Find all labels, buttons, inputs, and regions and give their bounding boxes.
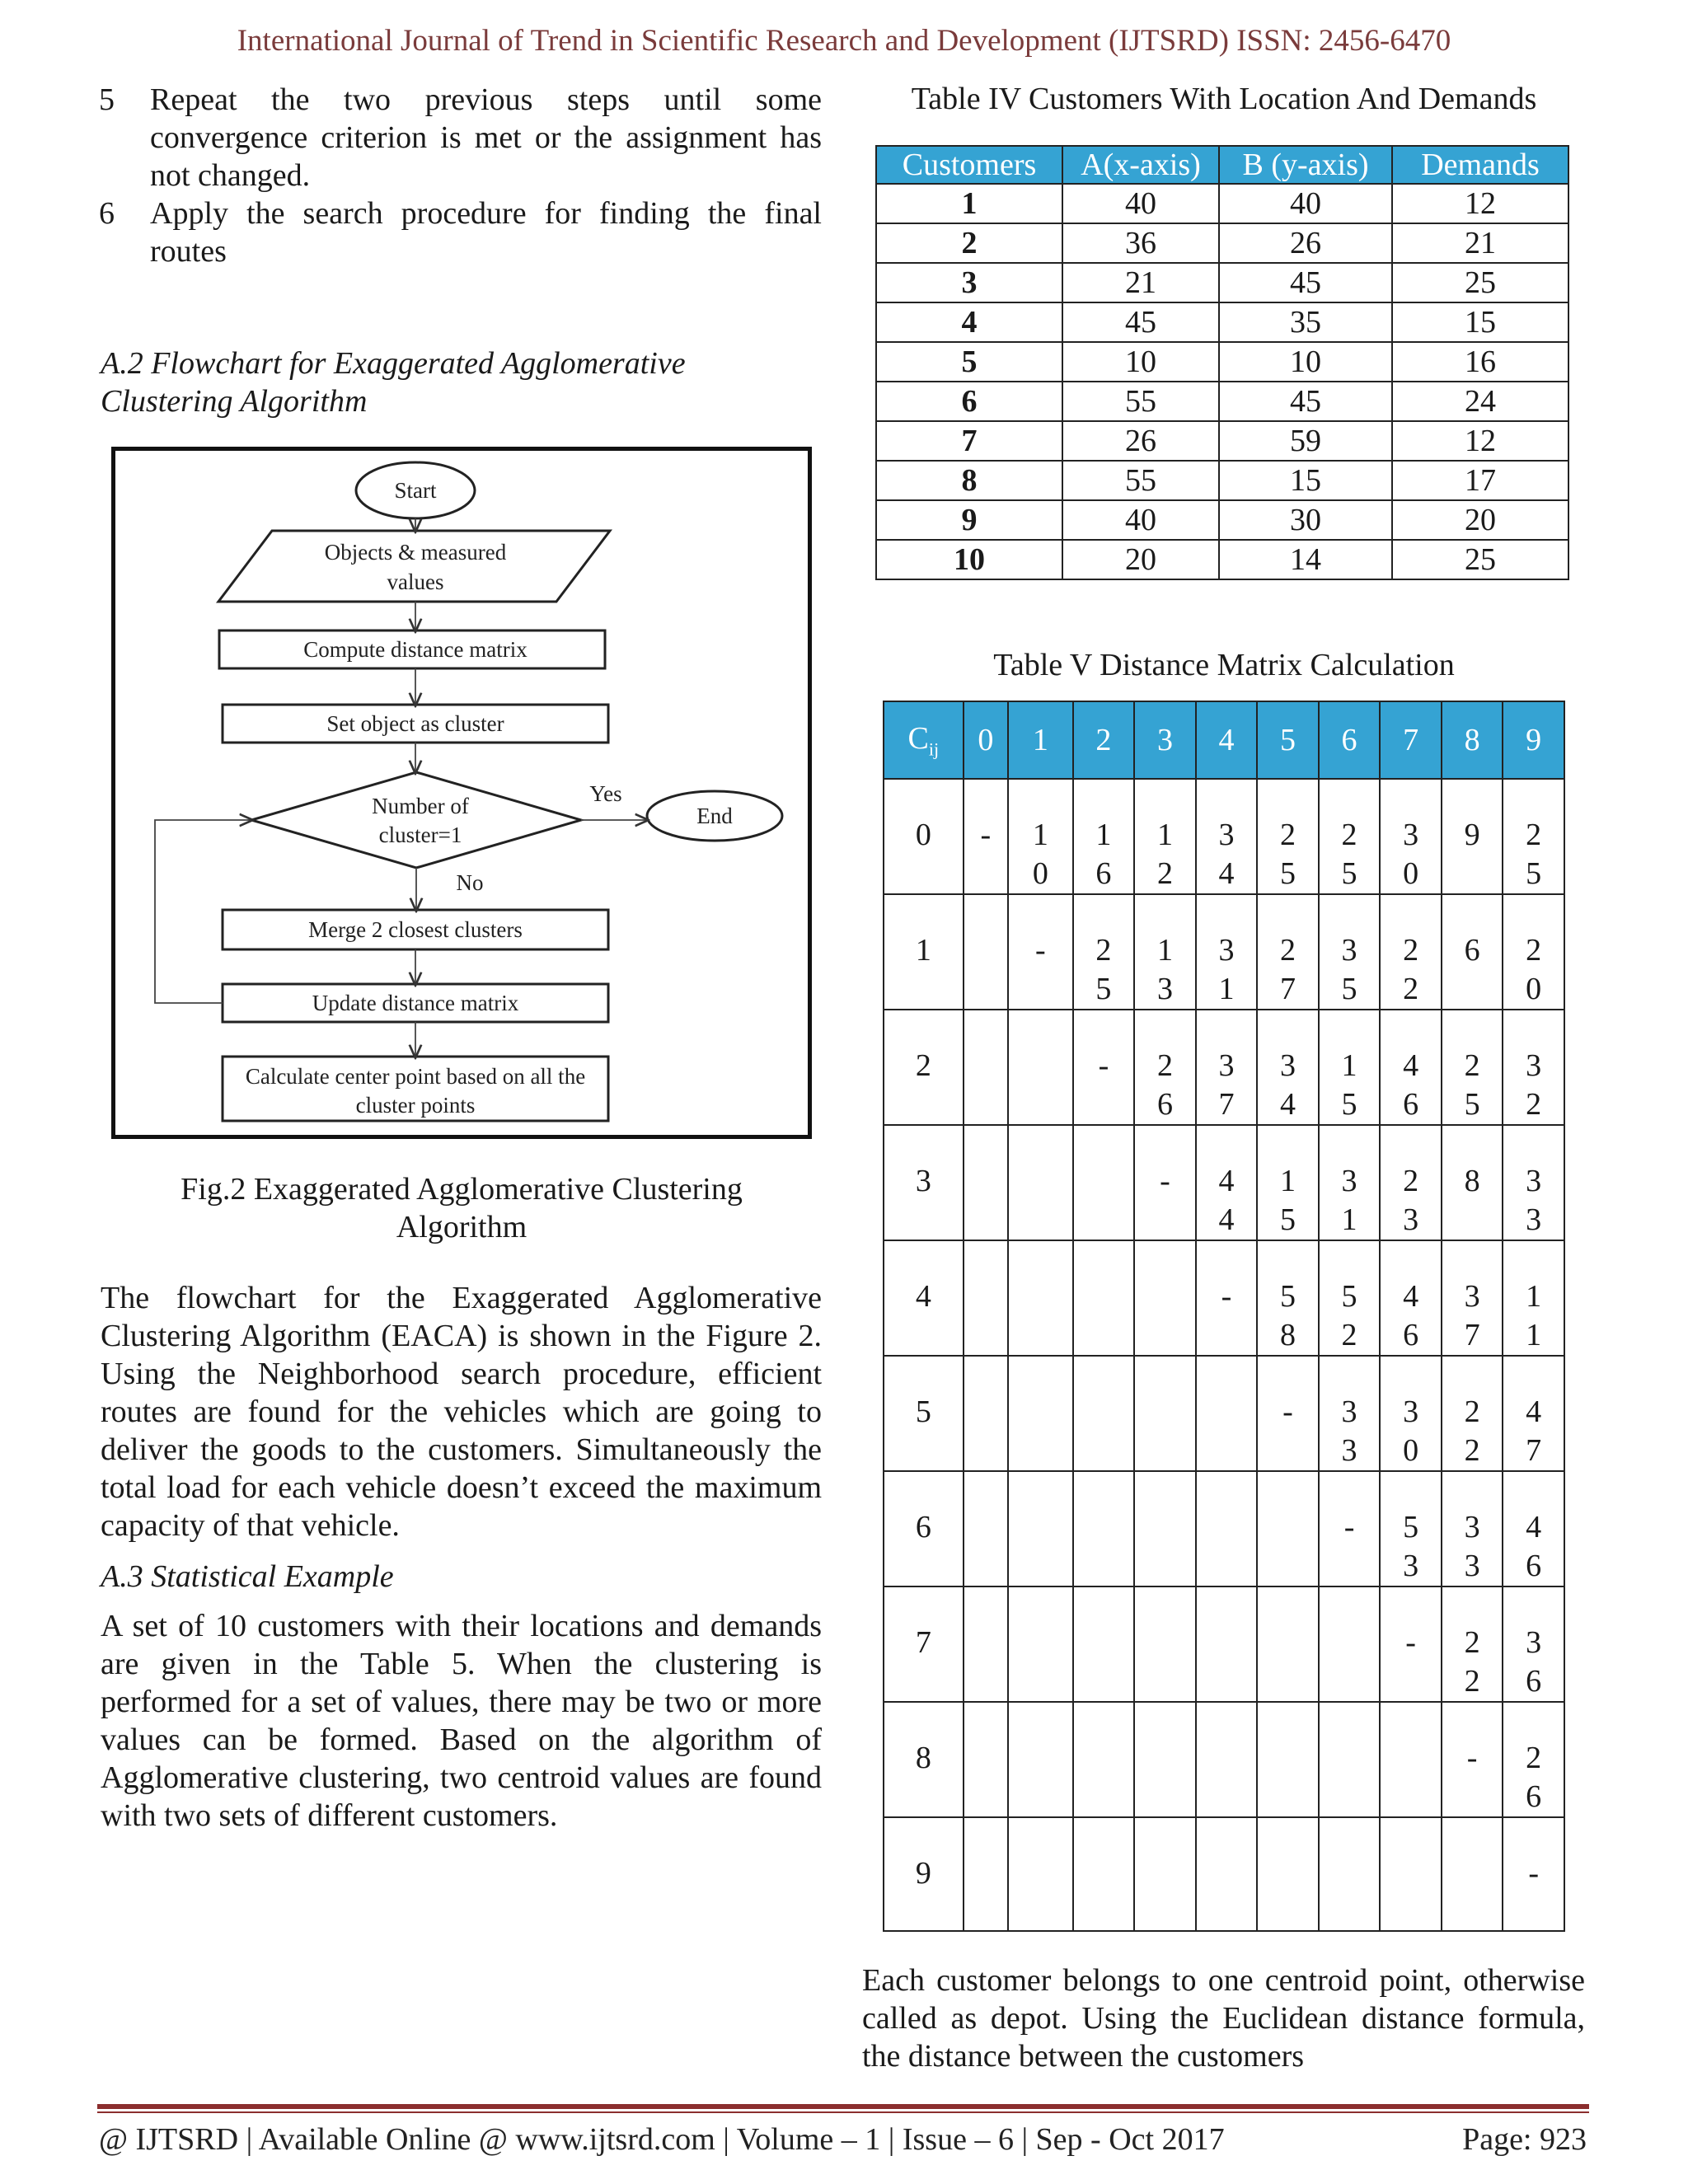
table-row xyxy=(876,540,1568,579)
table-cell: 55 xyxy=(1062,461,1219,500)
customers-table-body xyxy=(876,184,1568,579)
matrix-cell xyxy=(1008,1702,1073,1817)
table-row xyxy=(876,461,1568,500)
matrix-cell xyxy=(1257,1586,1319,1702)
decision-label: cluster=1 xyxy=(378,823,462,847)
matrix-cell: 1 0 xyxy=(1008,779,1073,894)
table5-title: Table V Distance Matrix Calculation xyxy=(993,648,1455,682)
table-cell: 25 xyxy=(1392,540,1568,579)
table-cell: 15 xyxy=(1392,302,1568,342)
matrix-cell xyxy=(964,1817,1008,1931)
customers-table xyxy=(875,145,1569,580)
step-text: Repeat the two previous steps until some convergence criterion is met or the assignment has not changed. xyxy=(150,82,822,193)
matrix-cell: 5 3 xyxy=(1380,1471,1442,1586)
matrix-cell: 2 0 xyxy=(1503,894,1564,1010)
matrix-cell xyxy=(1008,1471,1073,1586)
table-cell: 24 xyxy=(1392,382,1568,421)
table-cell: 10 xyxy=(1219,342,1392,382)
table-cell: 20 xyxy=(1062,540,1219,579)
matrix-cell xyxy=(1073,1125,1135,1240)
matrix-cell: 4 6 xyxy=(1380,1010,1442,1125)
table-cell: 16 xyxy=(1392,342,1568,382)
column-header: 0 xyxy=(964,701,1008,779)
update-label: Update distance matrix xyxy=(312,991,519,1015)
footer-rule xyxy=(97,2111,1589,2113)
table-row xyxy=(876,184,1568,223)
matrix-cell xyxy=(1134,1356,1196,1471)
matrix-cell xyxy=(1134,1586,1196,1702)
matrix-cell xyxy=(1008,1240,1073,1356)
matrix-cell: 1 1 xyxy=(1503,1240,1564,1356)
table-header-row xyxy=(884,701,1564,779)
table-row xyxy=(876,302,1568,342)
matrix-cell xyxy=(1442,1817,1503,1931)
table-cell: 45 xyxy=(1219,382,1392,421)
matrix-cell xyxy=(1073,1356,1135,1471)
row-label-cell: 2 xyxy=(884,1010,964,1125)
matrix-cell: 1 3 xyxy=(1134,894,1196,1010)
footer-rule xyxy=(97,2104,1589,2109)
table-row xyxy=(884,894,1564,1010)
figure-caption: Fig.2 Exaggerated Agglomerative Clustering Algorithm xyxy=(181,1172,743,1244)
row-label-cell: 4 xyxy=(884,1240,964,1356)
matrix-cell xyxy=(1073,1817,1135,1931)
matrix-cell xyxy=(1134,1817,1196,1931)
matrix-cell: 3 3 xyxy=(1319,1356,1381,1471)
matrix-cell: 2 5 xyxy=(1503,779,1564,894)
matrix-cell: - xyxy=(964,779,1008,894)
matrix-cell: 4 7 xyxy=(1503,1356,1564,1471)
matrix-cell: 4 6 xyxy=(1380,1240,1442,1356)
matrix-cell: 9 xyxy=(1442,779,1503,894)
row-label-cell: 9 xyxy=(884,1817,964,1931)
column-header: 3 xyxy=(1134,701,1196,779)
table-row xyxy=(884,1010,1564,1125)
customer-id-cell: 5 xyxy=(876,342,1062,382)
body-paragraph: The flowchart for the Exaggerated Agglomerative Clustering Algorithm (EACA) is shown in the Figure 2. Using the Neighborhood search procedure, efficient routes are found for the vehicles which are going to deliver the goods to the customers. Simultaneously the total load for each vehicle doesn’t exceed the maximum capacity of that vehicle. xyxy=(101,1281,822,1543)
table-cell: 59 xyxy=(1219,421,1392,461)
customer-id-cell: 8 xyxy=(876,461,1062,500)
matrix-cell: - xyxy=(1134,1125,1196,1240)
table-cell: 30 xyxy=(1219,500,1392,540)
table-cell: 20 xyxy=(1392,500,1568,540)
table-cell: 40 xyxy=(1219,184,1392,223)
table-row xyxy=(884,1586,1564,1702)
matrix-cell xyxy=(964,894,1008,1010)
table-cell: 12 xyxy=(1392,421,1568,461)
matrix-cell: - xyxy=(1008,894,1073,1010)
matrix-cell: 3 0 xyxy=(1380,779,1442,894)
column-header: 5 xyxy=(1257,701,1319,779)
table-row xyxy=(876,263,1568,302)
matrix-cell xyxy=(1257,1702,1319,1817)
matrix-cell: 3 4 xyxy=(1196,779,1258,894)
column-header: Customers xyxy=(876,146,1062,184)
table-row xyxy=(884,1240,1564,1356)
matrix-cell xyxy=(1380,1817,1442,1931)
matrix-cell: 2 6 xyxy=(1134,1010,1196,1125)
row-label-cell: 1 xyxy=(884,894,964,1010)
customer-id-cell: 3 xyxy=(876,263,1062,302)
body-paragraph: Each customer belongs to one centroid point, otherwise called as depot. Using the Euclidean distance formula, the distance between the customers xyxy=(862,1963,1585,2074)
corner-header: $C_{ij}$ xyxy=(884,701,964,779)
matrix-cell xyxy=(964,1125,1008,1240)
matrix-cell: 4 4 xyxy=(1196,1125,1258,1240)
no-label: No xyxy=(456,870,484,895)
table-row xyxy=(876,382,1568,421)
row-label-cell: 5 xyxy=(884,1356,964,1471)
table4-title: Table IV Customers With Location And Demands xyxy=(911,82,1537,116)
matrix-cell: - xyxy=(1442,1702,1503,1817)
table-cell: 40 xyxy=(1062,500,1219,540)
table-row xyxy=(876,342,1568,382)
column-header: 1 xyxy=(1008,701,1073,779)
table-cell: 21 xyxy=(1392,223,1568,263)
matrix-cell xyxy=(1257,1471,1319,1586)
table-cell: 25 xyxy=(1392,263,1568,302)
matrix-cell xyxy=(1319,1586,1381,1702)
matrix-cell: - xyxy=(1257,1356,1319,1471)
matrix-cell xyxy=(964,1356,1008,1471)
matrix-cell xyxy=(1196,1471,1258,1586)
matrix-cell: 3 1 xyxy=(1196,894,1258,1010)
column-header: 6 xyxy=(1319,701,1381,779)
table-cell: 55 xyxy=(1062,382,1219,421)
step-number: 6 xyxy=(99,196,115,231)
customer-id-cell: 9 xyxy=(876,500,1062,540)
step-number: 5 xyxy=(99,82,115,117)
table-cell: 14 xyxy=(1219,540,1392,579)
matrix-cell xyxy=(1073,1702,1135,1817)
matrix-cell: 1 6 xyxy=(1073,779,1135,894)
matrix-cell: 3 7 xyxy=(1442,1240,1503,1356)
matrix-cell: - xyxy=(1073,1010,1135,1125)
input-label: Objects & measured xyxy=(324,540,507,565)
matrix-cell xyxy=(1196,1817,1258,1931)
column-header: 2 xyxy=(1073,701,1135,779)
matrix-cell: 1 2 xyxy=(1134,779,1196,894)
matrix-cell xyxy=(1257,1817,1319,1931)
matrix-cell xyxy=(964,1586,1008,1702)
matrix-cell xyxy=(1196,1356,1258,1471)
decision-label: Number of xyxy=(372,794,469,818)
section-heading-a2: A.2 Flowchart for Exaggerated Agglomerative Clustering Algorithm xyxy=(101,346,686,419)
matrix-cell: 5 8 xyxy=(1257,1240,1319,1356)
table-row xyxy=(884,1702,1564,1817)
set-cluster-label: Set object as cluster xyxy=(326,711,504,736)
table-row xyxy=(884,1817,1564,1931)
table-cell: 17 xyxy=(1392,461,1568,500)
matrix-cell: 3 4 xyxy=(1257,1010,1319,1125)
row-label-cell: 3 xyxy=(884,1125,964,1240)
customer-id-cell: 2 xyxy=(876,223,1062,263)
yes-label: Yes xyxy=(589,781,622,806)
matrix-cell xyxy=(1008,1817,1073,1931)
matrix-cell xyxy=(1134,1702,1196,1817)
matrix-cell xyxy=(1073,1471,1135,1586)
table-row xyxy=(876,500,1568,540)
matrix-cell: - xyxy=(1503,1817,1564,1931)
journal-header: International Journal of Trend in Scientific Research and Development (IJTSRD) ISSN: 2456-6470 xyxy=(237,24,1451,58)
matrix-cell: 2 5 xyxy=(1073,894,1135,1010)
matrix-cell: - xyxy=(1380,1586,1442,1702)
customer-id-cell: 6 xyxy=(876,382,1062,421)
section-heading-a3: A.3 Statistical Example xyxy=(101,1559,394,1594)
matrix-cell xyxy=(1134,1240,1196,1356)
matrix-cell: 2 5 xyxy=(1319,779,1381,894)
matrix-cell xyxy=(1380,1702,1442,1817)
matrix-cell xyxy=(1008,1586,1073,1702)
page-footer xyxy=(99,2121,1587,2158)
matrix-cell: 3 3 xyxy=(1503,1125,1564,1240)
matrix-cell: 3 6 xyxy=(1503,1586,1564,1702)
table-row xyxy=(876,223,1568,263)
matrix-cell: 3 3 xyxy=(1442,1471,1503,1586)
customer-id-cell: 7 xyxy=(876,421,1062,461)
matrix-cell: 2 2 xyxy=(1380,894,1442,1010)
row-label-cell: 6 xyxy=(884,1471,964,1586)
footer-text: @ IJTSRD | Available Online @ www.ijtsrd.com | Volume – 1 | Issue – 6 | Sep - Oct 2017 xyxy=(99,2122,1225,2157)
matrix-cell: 1 5 xyxy=(1257,1125,1319,1240)
row-label-cell: 7 xyxy=(884,1586,964,1702)
matrix-cell xyxy=(1134,1471,1196,1586)
matrix-cell: 3 2 xyxy=(1503,1010,1564,1125)
table-cell: 35 xyxy=(1219,302,1392,342)
column-header: B (y-axis) xyxy=(1219,146,1392,184)
customer-id-cell: 4 xyxy=(876,302,1062,342)
table-cell: 36 xyxy=(1062,223,1219,263)
merge-label: Merge 2 closest clusters xyxy=(308,917,523,942)
matrix-cell: 2 2 xyxy=(1442,1586,1503,1702)
matrix-cell: 1 5 xyxy=(1319,1010,1381,1125)
matrix-cell xyxy=(1008,1010,1073,1125)
matrix-cell xyxy=(1008,1125,1073,1240)
matrix-cell xyxy=(1319,1817,1381,1931)
calculate-label: cluster points xyxy=(355,1093,476,1118)
table-row xyxy=(884,1471,1564,1586)
distance-matrix-body xyxy=(884,779,1564,1931)
compute-label: Compute distance matrix xyxy=(303,637,528,662)
table-cell: 10 xyxy=(1062,342,1219,382)
customer-id-cell: 1 xyxy=(876,184,1062,223)
matrix-cell: 5 2 xyxy=(1319,1240,1381,1356)
matrix-cell: 6 xyxy=(1442,894,1503,1010)
table-cell: 45 xyxy=(1062,302,1219,342)
matrix-cell xyxy=(964,1702,1008,1817)
customer-id-cell: 10 xyxy=(876,540,1062,579)
matrix-cell: 2 6 xyxy=(1503,1702,1564,1817)
input-label: values xyxy=(387,569,444,594)
decision-node xyxy=(251,772,581,868)
column-header: 9 xyxy=(1503,701,1564,779)
table-cell: 21 xyxy=(1062,263,1219,302)
table-cell: 15 xyxy=(1219,461,1392,500)
matrix-cell: 3 5 xyxy=(1319,894,1381,1010)
end-label: End xyxy=(696,804,733,828)
matrix-cell: 2 3 xyxy=(1380,1125,1442,1240)
matrix-cell xyxy=(964,1010,1008,1125)
start-label: Start xyxy=(394,478,437,503)
matrix-cell xyxy=(1319,1702,1381,1817)
table-cell: 26 xyxy=(1062,421,1219,461)
matrix-cell: 8 xyxy=(1442,1125,1503,1240)
table-row xyxy=(876,421,1568,461)
flowchart-figure xyxy=(111,447,812,1139)
matrix-cell: - xyxy=(1196,1240,1258,1356)
calculate-label: Calculate center point based on all the xyxy=(245,1064,586,1089)
matrix-cell: 3 0 xyxy=(1380,1356,1442,1471)
matrix-cell: 3 7 xyxy=(1196,1010,1258,1125)
table-cell: 45 xyxy=(1219,263,1392,302)
matrix-cell xyxy=(1073,1586,1135,1702)
matrix-cell: 2 2 xyxy=(1442,1356,1503,1471)
matrix-cell: 2 7 xyxy=(1257,894,1319,1010)
column-header: 8 xyxy=(1442,701,1503,779)
matrix-cell xyxy=(964,1240,1008,1356)
table-cell: 26 xyxy=(1219,223,1392,263)
matrix-cell xyxy=(1196,1586,1258,1702)
table-cell: 12 xyxy=(1392,184,1568,223)
table-row xyxy=(884,1356,1564,1471)
matrix-cell: 2 5 xyxy=(1442,1010,1503,1125)
column-header: 4 xyxy=(1196,701,1258,779)
distance-matrix-table xyxy=(883,701,1565,1932)
table-row xyxy=(884,1125,1564,1240)
matrix-cell: 3 1 xyxy=(1319,1125,1381,1240)
matrix-cell xyxy=(1073,1240,1135,1356)
table-cell: 40 xyxy=(1062,184,1219,223)
matrix-cell xyxy=(1008,1356,1073,1471)
matrix-cell xyxy=(964,1471,1008,1586)
column-header: Demands xyxy=(1392,146,1568,184)
column-header: 7 xyxy=(1380,701,1442,779)
body-paragraph: A set of 10 customers with their locations and demands are given in the Table 5. When the clustering is performed for a set of values, there may be two or more values can be formed. Based on the algorithm of Agglomerative clustering, two centroid values are found with two sets of different customers. xyxy=(101,1609,822,1833)
table-row xyxy=(884,779,1564,894)
column-header: A(x-axis) xyxy=(1062,146,1219,184)
matrix-cell: - xyxy=(1319,1471,1381,1586)
step-text: Apply the search procedure for finding the final routes xyxy=(150,196,822,269)
page-number: Page: 923 xyxy=(1462,2122,1587,2157)
flowchart-svg xyxy=(115,451,808,1135)
matrix-cell xyxy=(1196,1702,1258,1817)
matrix-cell: 4 6 xyxy=(1503,1471,1564,1586)
row-label-cell: 8 xyxy=(884,1702,964,1817)
matrix-cell: 2 5 xyxy=(1257,779,1319,894)
row-label-cell: 0 xyxy=(884,779,964,894)
